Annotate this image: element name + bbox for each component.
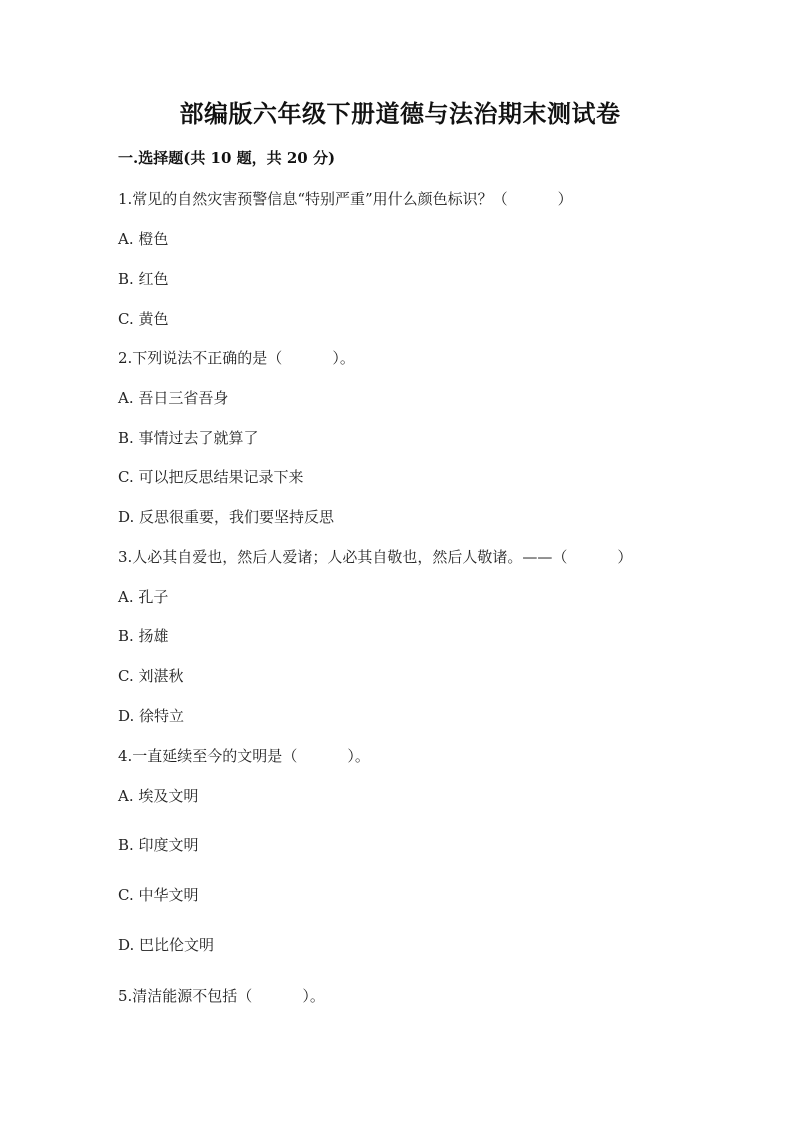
question-4-option-d: D. 巴比伦文明: [118, 936, 215, 954]
question-1-option-a: A. 橙色: [118, 230, 169, 248]
question-2-option-d: D. 反思很重要，我们要坚持反思: [118, 508, 335, 526]
page-title: 部编版六年级下册道德与法治期末测试卷: [179, 99, 621, 128]
question-4-option-a: A. 埃及文明: [118, 787, 199, 805]
question-1-option-b: B. 红色: [118, 270, 169, 288]
section-heading: 一.选择题(共 10 题，共 20 分): [118, 149, 336, 167]
question-2-option-b: B. 事情过去了就算了: [118, 429, 259, 447]
question-3-close: ）: [617, 548, 633, 566]
question-1-option-c: C. 黄色: [118, 310, 169, 328]
question-3-option-c: C. 刘湛秋: [118, 667, 184, 685]
question-5-text: 5.清洁能源不包括（: [118, 987, 253, 1005]
question-4-stem: [118, 745, 370, 766]
question-1-close: ）: [557, 190, 573, 208]
question-3-option-d: D. 徐特立: [118, 707, 185, 725]
question-3-option-b: B. 扬雄: [118, 627, 169, 645]
question-2-option-a: A. 吾日三省吾身: [118, 389, 229, 407]
question-3-text: 3.人必其自爱也，然后人爱诸；人必其自敬也，然后人敬诸。——（: [118, 548, 568, 566]
question-5-close: ）。: [302, 987, 325, 1005]
question-1-text: 1.常见的自然灾害预警信息“特别严重”用什么颜色标识？（: [118, 190, 508, 208]
question-4-option-c: C. 中华文明: [118, 886, 199, 904]
question-2-stem: [118, 347, 355, 368]
question-2-option-c: C. 可以把反思结果记录下来: [118, 468, 304, 486]
question-2-close: ）。: [332, 349, 355, 367]
question-5-stem: [118, 985, 325, 1006]
question-2-text: 2.下列说法不正确的是（: [118, 349, 283, 367]
question-1-stem: [118, 188, 573, 209]
question-4-close: ）。: [347, 747, 370, 765]
question-4-option-b: B. 印度文明: [118, 836, 199, 854]
question-4-text: 4.一直延续至今的文明是（: [118, 747, 298, 765]
question-3-stem: [118, 546, 632, 567]
question-3-option-a: A. 孔子: [118, 588, 169, 606]
